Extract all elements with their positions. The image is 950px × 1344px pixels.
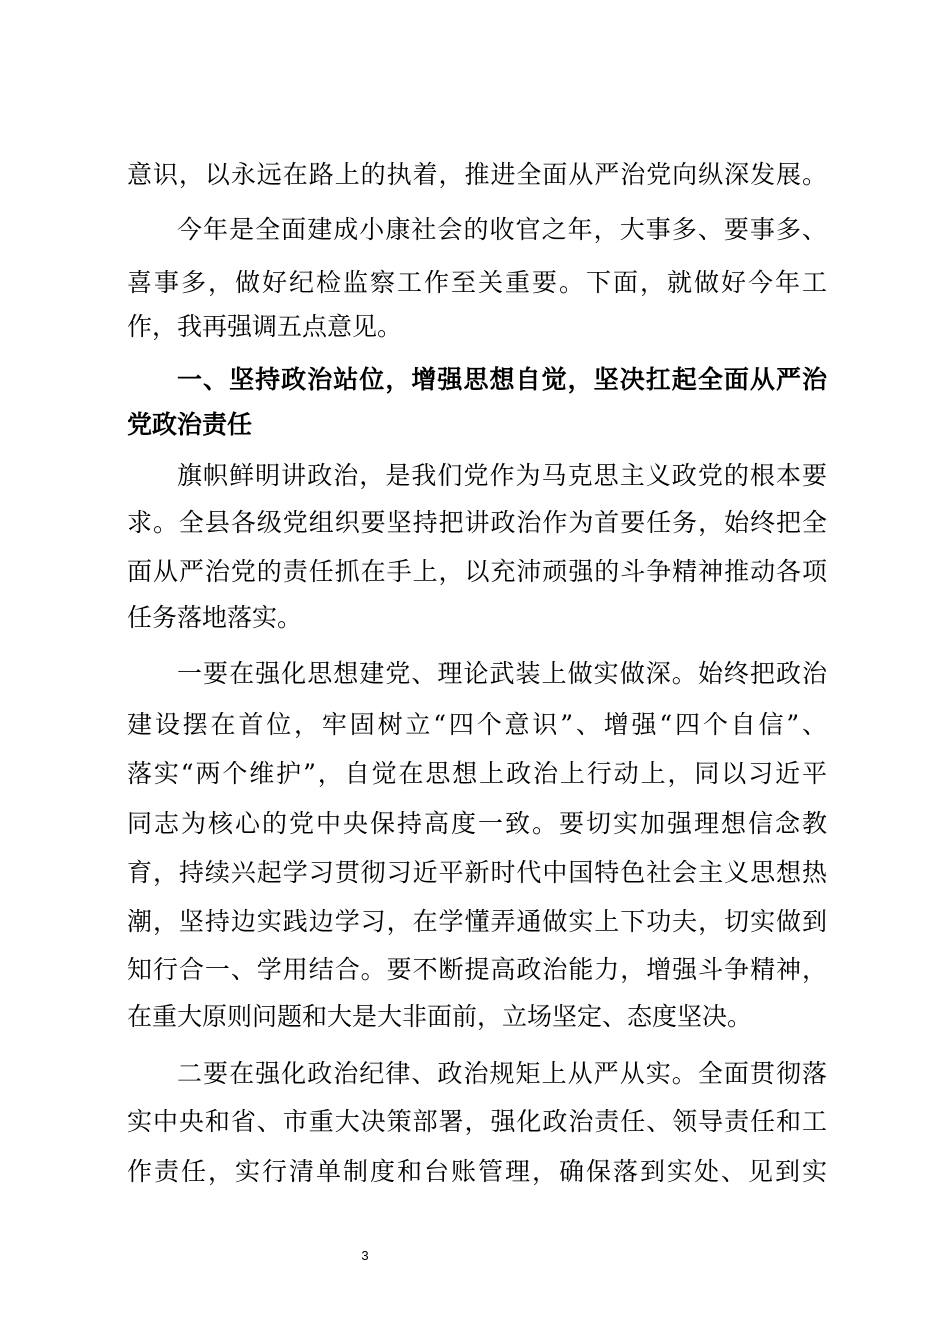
text-line: 实中央和省、市重大决策部署，强化政治责任、领导责任和工 — [127, 1107, 827, 1136]
text-line: 同志为核心的党中央保持高度一致。要切实加强理想信念教 — [127, 809, 827, 838]
section-heading: 党政治责任 — [127, 410, 253, 439]
text-line: 二要在强化政治纪律、政治规矩上从严从实。全面贯彻落 — [177, 1059, 827, 1088]
text-line: 知行合一、学用结合。要不断提高政治能力，增强斗争精神， — [127, 955, 827, 984]
text-line: 落实“两个维护”，自觉在思想上政治上行动上，同以习近平 — [127, 759, 827, 788]
text-line: 潮，坚持边实践边学习，在学懂弄通做实上下功夫，切实做到 — [127, 907, 827, 936]
text-line: 求。全县各级党组织要坚持把讲政治作为首要任务，始终把全 — [127, 508, 827, 537]
text-line: 在重大原则问题和大是大非面前，立场坚定、态度坚决。 — [127, 1002, 753, 1031]
text-line: 作责任，实行清单制度和台账管理，确保落到实处、见到实 — [127, 1157, 827, 1186]
section-heading: 一、坚持政治站位，增强思想自觉，坚决扛起全面从严治 — [177, 365, 827, 394]
page-number: 3 — [361, 1248, 369, 1263]
text-line: 意识，以永远在路上的执着，推进全面从严治党向纵深发展。 — [127, 160, 827, 189]
text-line: 任务落地落实。 — [127, 603, 303, 632]
text-line: 作，我再强调五点意见。 — [127, 312, 403, 341]
text-line: 喜事多，做好纪检监察工作至关重要。下面，就做好今年工 — [127, 268, 827, 297]
text-line: 一要在强化思想建党、理论武装上做实做深。始终把政治 — [177, 659, 827, 688]
text-line: 今年是全面建成小康社会的收官之年，大事多、要事多、 — [177, 215, 827, 244]
text-line: 育，持续兴起学习贯彻习近平新时代中国特色社会主义思想热 — [127, 858, 827, 887]
text-line: 建设摆在首位，牢固树立“四个意识”、增强“四个自信”、 — [127, 710, 827, 739]
text-line: 面从严治党的责任抓在手上，以充沛顽强的斗争精神推动各项 — [127, 557, 827, 586]
text-line: 旗帜鲜明讲政治，是我们党作为马克思主义政党的根本要 — [177, 461, 827, 490]
